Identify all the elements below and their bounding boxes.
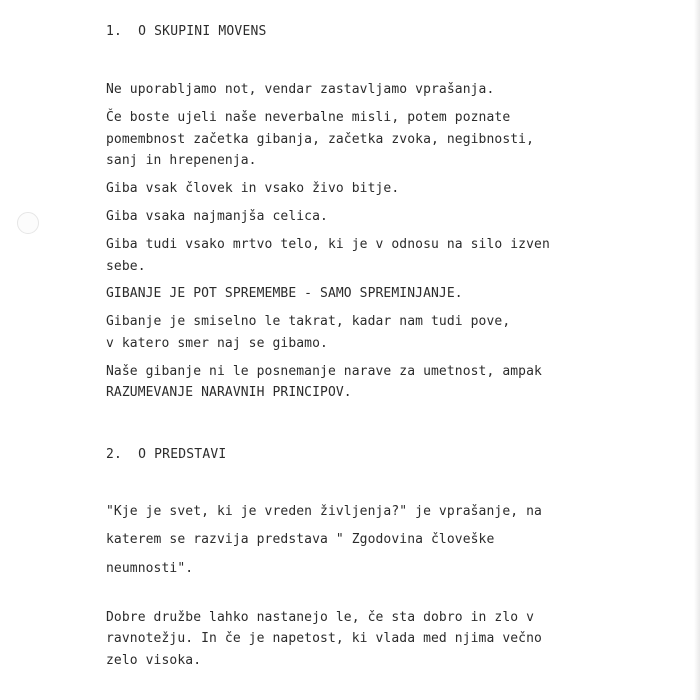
section-1-heading: 1. O SKUPINI MOVENS xyxy=(106,24,267,39)
section-1-line-2: Če boste ujeli naše neverbalne misli, potem poznate xyxy=(106,110,511,125)
section-1-line-8: sebe. xyxy=(106,259,146,274)
section-1-line-9: GIBANJE JE POT SPREMEMBE - SAMO SPREMINJANJE. xyxy=(106,286,463,301)
section-2-line-5: ravnotežju. In če je napetost, ki vlada med njima večno xyxy=(106,631,542,646)
section-1-line-10: Gibanje je smiselno le takrat, kadar nam tudi pove, xyxy=(106,314,511,329)
section-2-line-1: "Kje je svet, ki je vreden življenja?" je vprašanje, na xyxy=(106,504,542,519)
section-2-heading: 2. O PREDSTAVI xyxy=(106,447,227,462)
section-2-line-4: Dobre družbe lahko nastanejo le, če sta dobro in zlo v xyxy=(106,610,535,625)
page-edge-shadow xyxy=(694,0,700,700)
section-1-line-1: Ne uporabljamo not, vendar zastavljamo vprašanja. xyxy=(106,82,495,97)
section-1-line-7: Giba tudi vsako mrtvo telo, ki je v odnosu na silo izven xyxy=(106,237,550,252)
section-1-line-6: Giba vsaka najmanjša celica. xyxy=(106,209,328,224)
section-1-line-4: sanj in hrepenenja. xyxy=(106,153,257,168)
section-1-line-5: Giba vsak človek in vsako živo bitje. xyxy=(106,181,400,196)
punch-hole xyxy=(17,212,39,234)
section-1-line-13: RAZUMEVANJE NARAVNIH PRINCIPOV. xyxy=(106,385,352,400)
section-2-line-2: katerem se razvija predstava " Zgodovina človeške xyxy=(106,532,495,547)
section-1-line-11: v katero smer naj se gibamo. xyxy=(106,336,328,351)
section-1-line-12: Naše gibanje ni le posnemanje narave za umetnost, ampak xyxy=(106,364,542,379)
section-2-line-3: neumnosti". xyxy=(106,561,194,576)
section-2-line-6: zelo visoka. xyxy=(106,653,202,668)
section-1-line-3: pomembnost začetka gibanja, začetka zvoka, negibnosti, xyxy=(106,132,535,147)
